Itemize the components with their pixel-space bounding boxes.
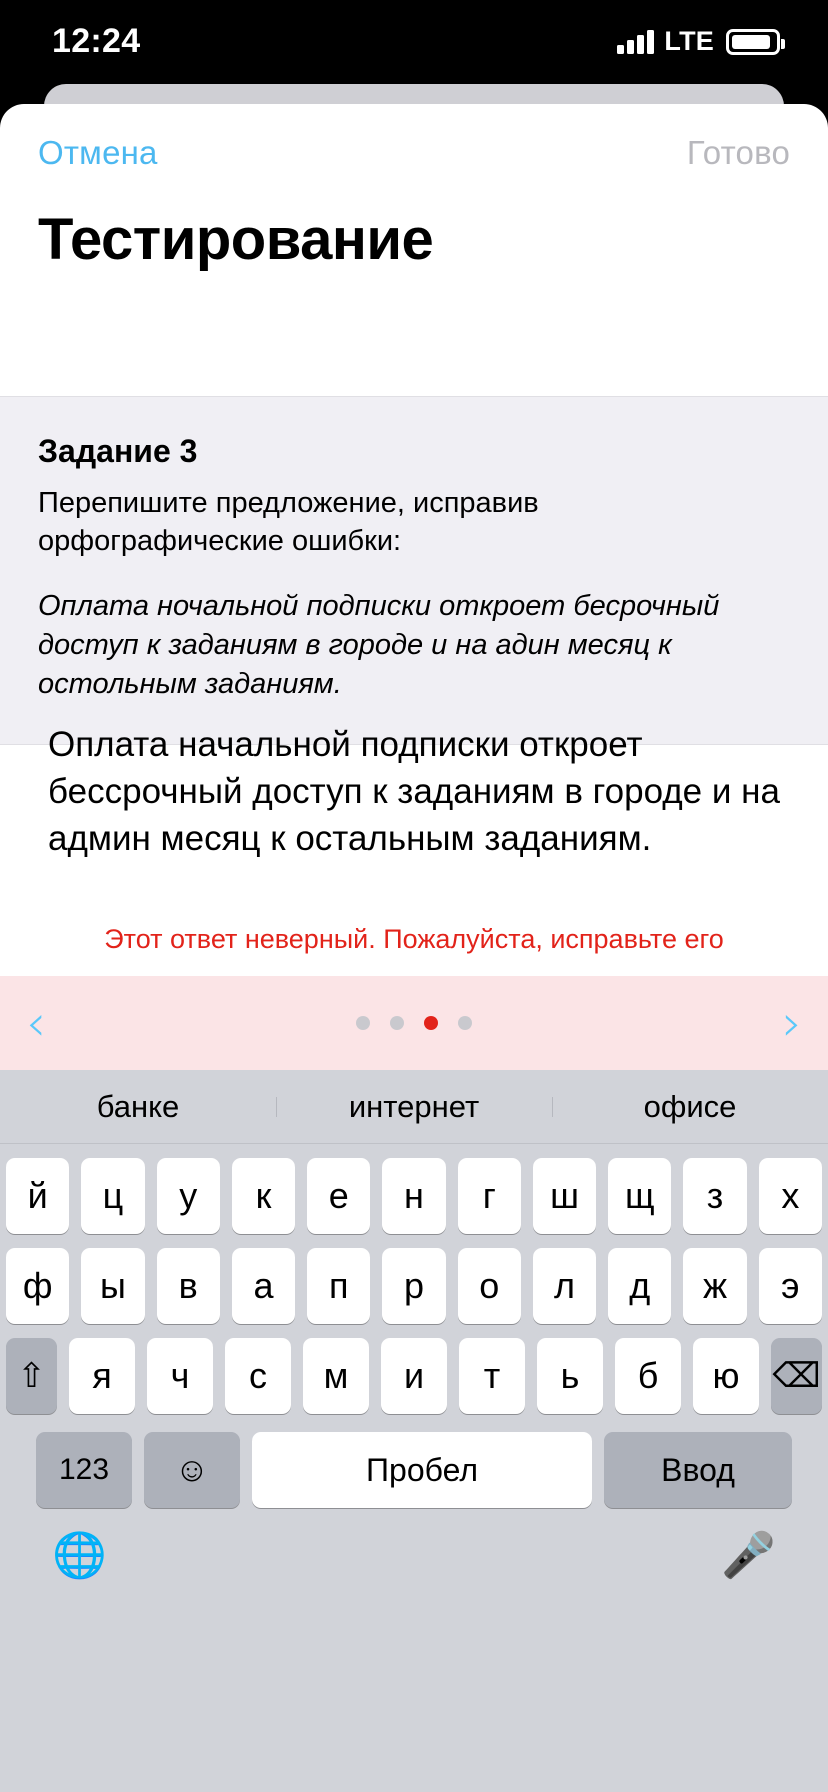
backspace-icon[interactable]: ⌫ bbox=[771, 1338, 822, 1414]
key-я[interactable]: я bbox=[69, 1338, 135, 1414]
key-е[interactable]: е bbox=[307, 1158, 370, 1234]
chevron-right-icon[interactable]: › bbox=[782, 994, 802, 1052]
key-к[interactable]: к bbox=[232, 1158, 295, 1234]
key-р[interactable]: р bbox=[382, 1248, 445, 1324]
key-в[interactable]: в bbox=[157, 1248, 220, 1324]
suggestion-item[interactable]: интернет bbox=[276, 1089, 552, 1125]
enter-key[interactable]: Ввод bbox=[604, 1432, 792, 1508]
done-button[interactable]: Готово bbox=[686, 134, 790, 171]
page-dot[interactable] bbox=[424, 1016, 438, 1030]
page-title: Тестирование bbox=[38, 207, 434, 272]
key-с[interactable]: с bbox=[225, 1338, 291, 1414]
page-dot[interactable] bbox=[356, 1016, 370, 1030]
key-у[interactable]: у bbox=[157, 1158, 220, 1234]
modal-sheet bbox=[0, 104, 828, 1792]
key-н[interactable]: н bbox=[382, 1158, 445, 1234]
key-ш[interactable]: ш bbox=[533, 1158, 596, 1234]
cancel-button[interactable]: Отмена bbox=[38, 134, 158, 171]
status-indicators bbox=[617, 26, 780, 57]
keyboard-row-2 bbox=[0, 1248, 828, 1324]
numbers-key[interactable]: 123 bbox=[36, 1432, 132, 1508]
keyboard-row-3 bbox=[0, 1338, 828, 1414]
key-л[interactable]: л bbox=[533, 1248, 596, 1324]
virtual-keyboard bbox=[0, 1070, 828, 1792]
microphone-icon[interactable]: 🎤 bbox=[721, 1530, 776, 1581]
key-д[interactable]: д bbox=[608, 1248, 671, 1324]
key-й[interactable]: й bbox=[6, 1158, 69, 1234]
page-dots bbox=[356, 1016, 472, 1030]
key-ц[interactable]: ц bbox=[81, 1158, 144, 1234]
navigation-bar bbox=[0, 104, 828, 272]
key-ы[interactable]: ы bbox=[81, 1248, 144, 1324]
key-х[interactable]: х bbox=[759, 1158, 822, 1234]
space-key[interactable]: Пробел bbox=[252, 1432, 592, 1508]
key-щ[interactable]: щ bbox=[608, 1158, 671, 1234]
key-т[interactable]: т bbox=[459, 1338, 525, 1414]
error-message: Этот ответ неверный. Пожалуйста, исправьте его bbox=[104, 924, 724, 954]
suggestion-bar bbox=[0, 1070, 828, 1144]
chevron-left-icon[interactable]: ‹ bbox=[26, 994, 46, 1052]
status-time: 12:24 bbox=[52, 22, 141, 60]
key-г[interactable]: г bbox=[458, 1158, 521, 1234]
page-dot[interactable] bbox=[458, 1016, 472, 1030]
key-а[interactable]: а bbox=[232, 1248, 295, 1324]
pager-bar bbox=[0, 976, 828, 1070]
task-sentence: Оплата ночальной подписки откроет бесрочный доступ к заданиям в городе и на адин месяц к остольным заданиям. bbox=[38, 589, 720, 700]
key-э[interactable]: э bbox=[759, 1248, 822, 1324]
emoji-smiley-icon[interactable]: ☺ bbox=[144, 1432, 240, 1508]
task-title: Задание 3 bbox=[38, 433, 198, 469]
suggestion-item[interactable]: офисе bbox=[552, 1089, 828, 1125]
task-description: Перепишите предложение, исправив орфографические ошибки: bbox=[38, 487, 539, 558]
keyboard-row-1 bbox=[0, 1158, 828, 1234]
carrier-label: LTE bbox=[664, 26, 714, 56]
key-б[interactable]: б bbox=[615, 1338, 681, 1414]
signal-bars-icon bbox=[617, 30, 654, 54]
key-ю[interactable]: ю bbox=[693, 1338, 759, 1414]
key-з[interactable]: з bbox=[683, 1158, 746, 1234]
keyboard-bottom-row bbox=[0, 1508, 828, 1581]
status-bar bbox=[0, 0, 828, 92]
key-ь[interactable]: ь bbox=[537, 1338, 603, 1414]
task-panel bbox=[0, 396, 828, 745]
key-п[interactable]: п bbox=[307, 1248, 370, 1324]
page-dot[interactable] bbox=[390, 1016, 404, 1030]
key-и[interactable]: и bbox=[381, 1338, 447, 1414]
key-ж[interactable]: ж bbox=[683, 1248, 746, 1324]
key-о[interactable]: о bbox=[458, 1248, 521, 1324]
answer-input[interactable]: Оплата начальной подписки откроет бессрочный доступ к заданиям в городе и на админ месяц к остальным заданиям. bbox=[48, 725, 780, 858]
suggestion-item[interactable]: банке bbox=[96, 1088, 180, 1124]
battery-icon bbox=[726, 29, 780, 55]
key-ф[interactable]: ф bbox=[6, 1248, 69, 1324]
keyboard-row-4 bbox=[0, 1432, 828, 1508]
key-ч[interactable]: ч bbox=[147, 1338, 213, 1414]
key-м[interactable]: м bbox=[303, 1338, 369, 1414]
shift-up-icon[interactable]: ⇧ bbox=[6, 1338, 57, 1414]
globe-icon[interactable]: 🌐 bbox=[52, 1530, 107, 1581]
